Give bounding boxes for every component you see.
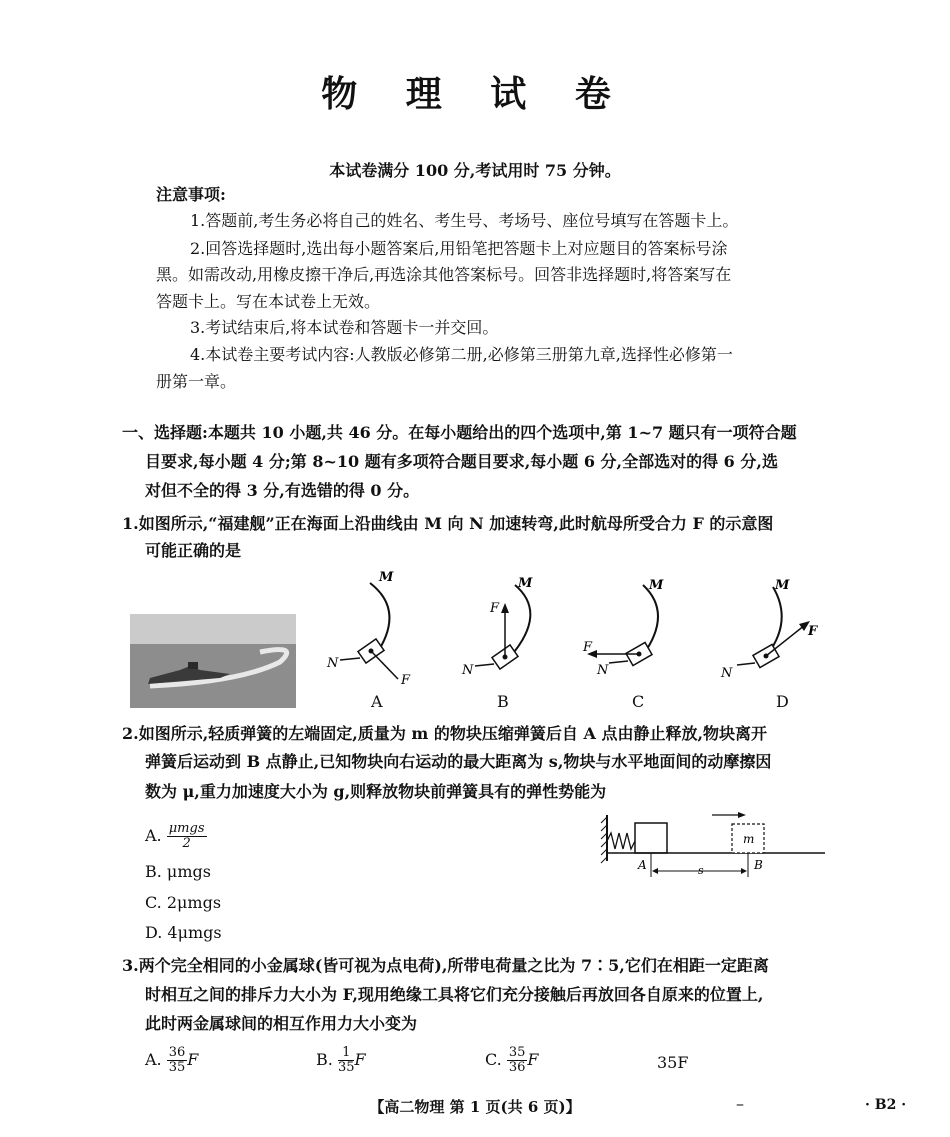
block-at-a xyxy=(635,823,667,853)
figure-option-c xyxy=(575,565,695,705)
question-1-stem: 可能正确的是 xyxy=(145,541,242,560)
option-suffix: F xyxy=(354,1050,366,1069)
section-line: 对但不全的得 3 分,有选错的得 0 分。 xyxy=(145,481,420,500)
notice-line: 3.考试结束后,将本试卷和答题卡一并交回。 xyxy=(190,318,499,337)
label-m: M xyxy=(775,578,790,593)
label-n: N xyxy=(721,666,733,681)
question-3-stem: 时相互之间的排斥力大小为 F,现用绝缘工具将它们充分接触后再放回各自原来的位置上, xyxy=(145,985,764,1004)
fraction-denominator: 35 xyxy=(337,1060,355,1075)
label-n: N xyxy=(462,663,474,678)
notice-line: 册第一章。 xyxy=(156,372,237,391)
fraction-denominator: 36 xyxy=(508,1060,526,1075)
option-prefix: A. xyxy=(145,1050,162,1069)
notice-line: 1.答题前,考生务必将自己的姓名、考生号、考场号、座位号填写在答题卡上。 xyxy=(190,211,739,230)
label-distance: s xyxy=(698,864,704,877)
question-2-stem: 弹簧后运动到 B 点静止,已知物块向右运动的最大距离为 s,物块与水平地面间的动摩擦因 xyxy=(145,752,772,771)
trajectory-curve xyxy=(510,585,530,657)
page-footer: 【高二物理 第 1 页(共 6 页)】 xyxy=(369,1098,581,1116)
label-point-b: B xyxy=(754,858,763,872)
option-b-label: B xyxy=(497,692,509,711)
question-3-stem: 此时两金属球间的相互作用力大小变为 xyxy=(145,1014,418,1033)
option-prefix: A. xyxy=(145,826,162,845)
label-n: N xyxy=(597,663,609,678)
q2-option-b: B. μmgs xyxy=(145,862,211,881)
spring xyxy=(607,833,635,849)
label-n: N xyxy=(327,656,339,671)
carrier-photo xyxy=(130,614,296,708)
fraction-numerator: 1 xyxy=(338,1046,355,1061)
notice-line: 4.本试卷主要考试内容:人教版必修第二册,必修第三册第九章,选择性必修第一 xyxy=(190,345,733,364)
label-mass: m xyxy=(743,832,755,846)
q2-option-c: C. 2μmgs xyxy=(145,893,222,912)
q2-option-d: D. 4μmgs xyxy=(145,923,222,942)
section-line: 目要求,每小题 4 分;第 8~10 题有多项符合题目要求,每小题 6 分,全部选对的得 6 分,选 xyxy=(145,452,778,471)
fraction-denominator: 35 xyxy=(168,1060,186,1075)
fraction-denominator: 2 xyxy=(182,836,191,851)
force-arrow xyxy=(766,625,805,656)
option-d-label: D xyxy=(776,692,789,711)
label-f: F xyxy=(490,601,500,616)
notice-line: 答题卡上。写在本试卷上无效。 xyxy=(156,292,381,311)
fraction-numerator: 36 xyxy=(168,1045,186,1060)
option-suffix: F xyxy=(187,1050,199,1069)
label-f: F xyxy=(583,640,593,655)
q3-option-d: 35F xyxy=(657,1053,689,1072)
paper-code: · B2 · xyxy=(865,1097,907,1113)
option-suffix: F xyxy=(527,1050,539,1069)
exam-info: 本试卷满分 100 分,考试用时 75 分钟。 xyxy=(329,161,621,180)
option-prefix: C. xyxy=(485,1050,502,1069)
fraction-numerator: 35 xyxy=(508,1045,526,1060)
label-f: F xyxy=(401,673,411,688)
fraction-numerator: μmgs xyxy=(168,821,205,836)
spring-block-figure xyxy=(600,805,830,885)
label-m: M xyxy=(379,570,394,585)
option-prefix: B. xyxy=(316,1050,333,1069)
figure-option-d xyxy=(715,565,835,705)
q3-option-b xyxy=(316,1046,366,1075)
question-2-stem: 数为 μ,重力加速度大小为 g,则释放物块前弹簧具有的弹性势能为 xyxy=(145,782,607,801)
label-m: M xyxy=(649,578,664,593)
force-arrow xyxy=(371,651,398,679)
q3-option-c xyxy=(485,1046,539,1075)
footer-dash: – xyxy=(736,1094,744,1113)
notice-heading: 注意事项: xyxy=(156,185,226,204)
label-m: M xyxy=(518,576,533,591)
q3-option-a xyxy=(145,1046,198,1075)
question-3-stem: 3.两个完全相同的小金属球(皆可视为点电荷),所带电荷量之比为 7∶5,它们在相距一定距离 xyxy=(122,956,769,975)
notice-line: 2.回答选择题时,选出每小题答案后,用铅笔把答题卡上对应题目的答案标号涂 xyxy=(190,239,728,258)
question-2-stem: 2.如图所示,轻质弹簧的左端固定,质量为 m 的物块压缩弹簧后自 A 点由静止释放,物块离开 xyxy=(122,724,768,743)
page-title: 物 理 试 卷 xyxy=(321,74,629,115)
figure-option-a xyxy=(315,565,435,705)
label-f: F xyxy=(808,624,818,639)
question-1-stem: 1.如图所示,“福建舰”正在海面上沿曲线由 M 向 N 加速转弯,此时航母所受合力 F 的示意图 xyxy=(122,514,774,533)
figure-option-b xyxy=(450,565,570,705)
option-a-label: A xyxy=(371,692,383,711)
label-point-a: A xyxy=(638,858,647,872)
option-c-label: C xyxy=(632,692,645,711)
q2-option-a xyxy=(145,822,207,851)
section-heading: 一、选择题:本题共 10 小题,共 46 分。在每小题给出的四个选项中,第 1~7 题只有一项符合题 xyxy=(122,423,797,442)
notice-line: 黑。如需改动,用橡皮擦干净后,再选涂其他答案标号。回答非选择题时,将答案写在 xyxy=(156,265,732,284)
